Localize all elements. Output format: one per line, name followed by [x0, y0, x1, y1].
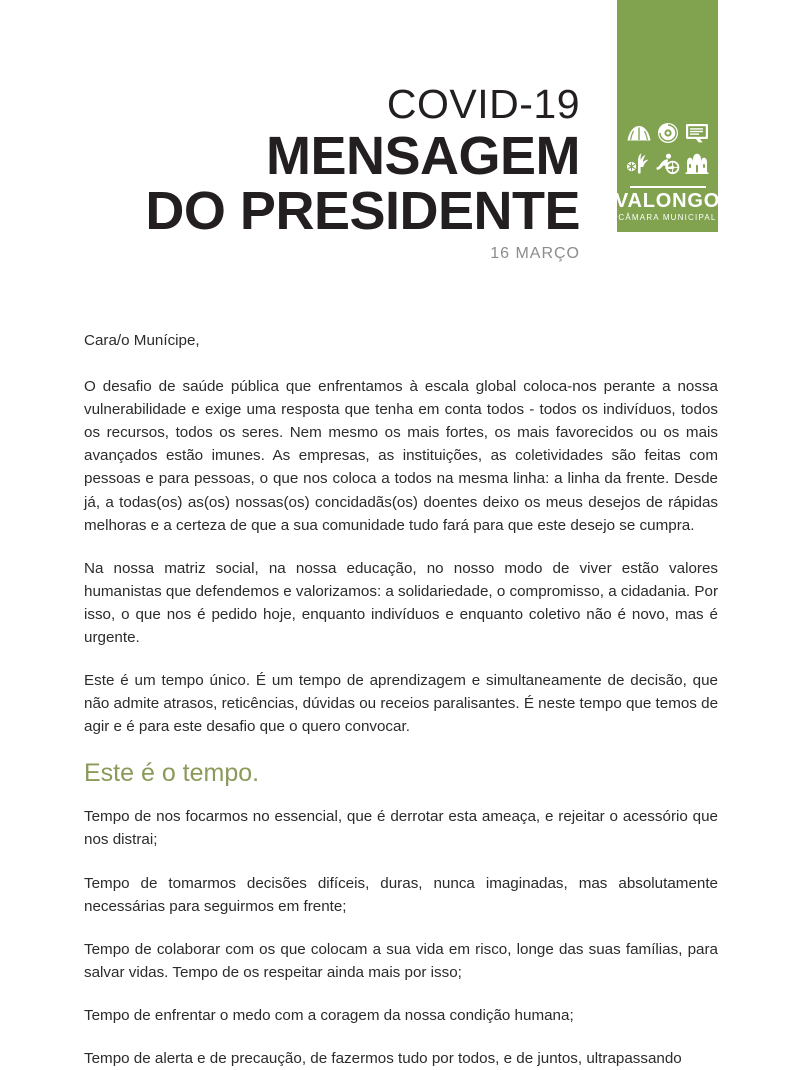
monument-building-icon: [684, 150, 710, 176]
computer-screen-icon: [684, 120, 710, 146]
wheelchair-person-icon: [655, 150, 681, 176]
logo-subtitle: CÂMARA MUNICIPAL: [618, 213, 717, 222]
section-heading-este-e-o-tempo: Este é o tempo.: [84, 759, 260, 788]
publication-date: 16 MARÇO: [490, 245, 580, 263]
logo-divider: [630, 186, 706, 188]
valongo-logo-panel: [614, 0, 721, 232]
tent-icon: [626, 120, 652, 146]
logo-wordmark: VALONGO: [614, 190, 721, 212]
letter-paragraph: Este é um tempo único. É um tempo de aprendizagem e simultaneamente de decisão, que não admite atrasos, reticências, dúvidas ou receios paralisantes. É neste tempo que temos de agir e é para este desafio que o quero convocar.: [84, 672, 719, 736]
letter-body: [84, 330, 718, 1070]
letter-paragraph: Tempo de enfrentar o medo com a coragem da nossa condição humana;: [84, 1006, 574, 1024]
letter-paragraph: Tempo de tomarmos decisões difíceis, duras, nunca imaginadas, mas absolutamente necessárias para seguirmos em frente;: [84, 874, 718, 915]
page-title-line2: DO PRESIDENTE: [145, 181, 580, 242]
letter-paragraph: O desafio de saúde pública que enfrentamos à escala global coloca-nos perante a nossa vulnerabilidade e exige uma resposta que tenha em conta todos - todos os indivíduos, todos os recursos, todos os seres. Nem mesmo os mais fortes, os mais favorecidos ou os mais avançados estão imunes. As empresas, as instituições, as coletividades são feitas com pessoas e para pessoas, o que nos coloca a todos na mesma linha: a linha da frente. Desde já, a todas(os) as(os) nossas(os) concidadãs(os) doentes deixo os meus desejos de rápidas melhoras e a certeza de que a sua comunidade tudo fará para que este desejo se cumpra.: [84, 378, 718, 534]
covid-label: COVID-19: [386, 81, 580, 127]
page-title-line1: MENSAGEM: [265, 126, 580, 186]
letter-paragraph: Na nossa matriz social, na nossa educação, no nosso modo de viver estão valores humanistas que defendemos e valorizamos: a solidariedade, o compromisso, a cidadania. Por isso, o que nos é pedido hoje, enquanto indivíduos e enquanto coletivo não é novo, mas é urgente.: [84, 559, 719, 646]
spiral-shell-icon: [655, 120, 681, 146]
title-block: [0, 0, 592, 263]
letter-salutation: Cara/o Munícipe,: [84, 332, 200, 349]
letter-paragraph: Tempo de colaborar com os que colocam a sua vida em risco, longe das suas famílias, para salvar vidas. Tempo de os respeitar ainda mais por isso;: [84, 940, 718, 981]
letter-paragraph: Tempo de nos focarmos no essencial, que é derrotar esta ameaça, e rejeitar o acessório que nos distrai;: [84, 808, 718, 849]
fossil-plant-icon: [626, 150, 652, 176]
logo-icon-grid: [626, 120, 710, 176]
document-header: [0, 0, 800, 263]
letter-paragraph: Tempo de alerta e de precaução, de fazermos tudo por todos, e de juntos, ultrapassando: [84, 1050, 682, 1067]
